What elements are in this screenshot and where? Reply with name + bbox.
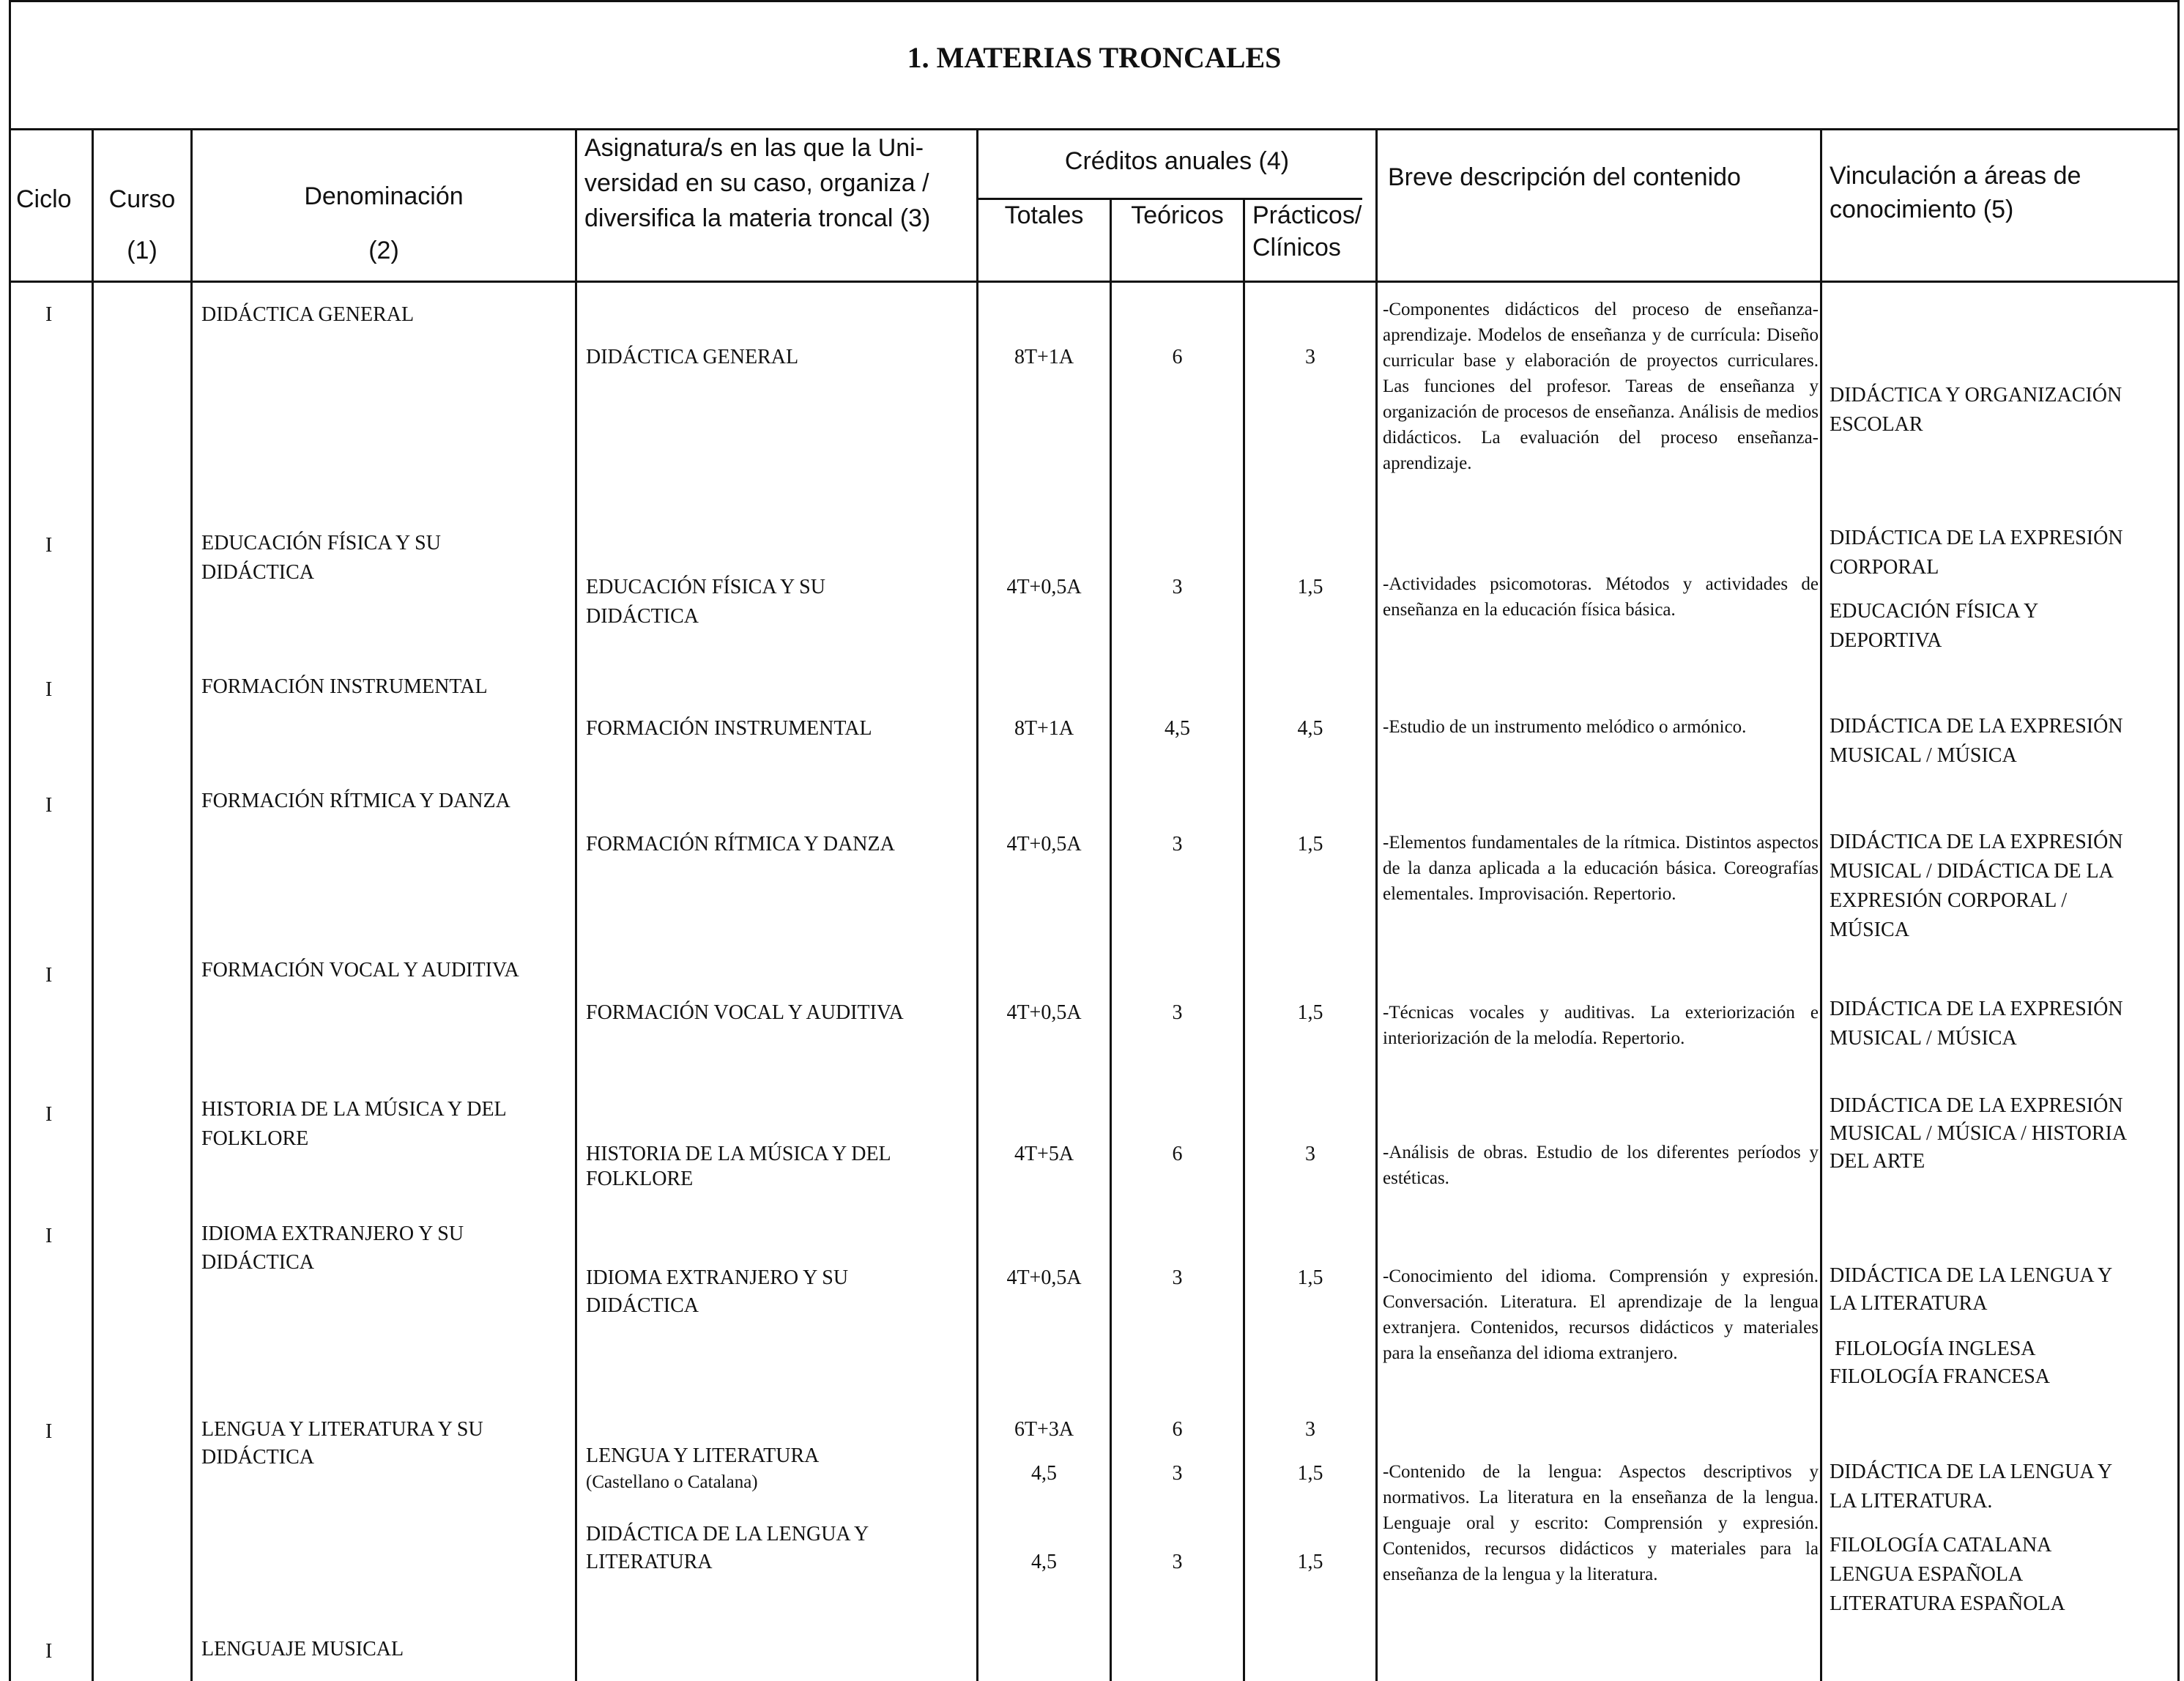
ciclo-cell: I	[45, 534, 53, 557]
asignatura-cell: FORMACIÓN VOCAL Y AUDITIVA	[586, 1001, 904, 1024]
denominacion-cell: DIDÁCTICA	[201, 561, 314, 584]
denominacion-cell: LENGUA Y LITERATURA Y SU	[201, 1418, 483, 1441]
vinculacion-line: DIDÁCTICA DE LA EXPRESIÓN	[1830, 998, 2123, 1020]
header-asignatura-line2: versidad en su caso, organiza /	[584, 169, 929, 197]
vinculacion-line: MUSICAL / DIDÁCTICA DE LA	[1830, 860, 2114, 883]
teoricos-cell: 3	[1172, 576, 1183, 598]
vinculacion-line: MUSICAL / MÚSICA	[1830, 744, 2017, 767]
practicos-cell: 1,5	[1297, 1462, 1323, 1485]
practicos-cell: 1,5	[1297, 833, 1323, 856]
asignatura-cell: DIDÁCTICA	[586, 1294, 699, 1317]
denominacion-cell: FOLKLORE	[201, 1127, 309, 1150]
vinculacion-line: FILOLOGÍA INGLESA	[1835, 1337, 2036, 1360]
vinculacion-line: MUSICAL / MÚSICA	[1830, 1027, 2017, 1050]
asignatura-cell: LENGUA Y LITERATURA	[586, 1444, 820, 1467]
header-creditos: Créditos anuales (4)	[1064, 147, 1290, 175]
vinculacion-line: DEL ARTE	[1830, 1150, 1925, 1173]
header-curso-num: (1)	[127, 237, 157, 264]
vinculacion-line: CORPORAL	[1830, 556, 1939, 579]
descripcion-cell: -Estudio de un instrumento melódico o armónico.	[1383, 717, 1747, 737]
header-vinculacion-line1: Vinculación a áreas de	[1830, 162, 2081, 190]
teoricos-cell: 3	[1172, 833, 1183, 856]
denominacion-cell: EDUCACIÓN FÍSICA Y SU	[201, 532, 441, 554]
totales-cell: 4T+0,5A	[1006, 1266, 1082, 1289]
header-curso: Curso	[108, 185, 176, 213]
teoricos-cell: 6	[1172, 346, 1183, 368]
vinculacion-line: LITERATURA ESPAÑOLA	[1830, 1592, 2065, 1615]
col-divider-practicos	[1375, 128, 1378, 1681]
denominacion-cell: FORMACIÓN RÍTMICA Y DANZA	[201, 790, 510, 812]
teoricos-cell: 6	[1172, 1143, 1183, 1165]
practicos-cell: 1,5	[1297, 1551, 1323, 1573]
asignatura-cell: EDUCACIÓN FÍSICA Y SU	[586, 576, 825, 598]
header-asignatura-line1: Asignatura/s en las que la Uni-	[584, 134, 924, 162]
asignatura-cell: FOLKLORE	[586, 1168, 694, 1190]
totales-cell: 6T+3A	[1014, 1418, 1074, 1441]
header-divider	[9, 281, 2180, 283]
header-practicos-line1: Prácticos/	[1252, 201, 1362, 229]
page-title: 1. MATERIAS TRONCALES	[907, 41, 1282, 74]
practicos-cell: 1,5	[1297, 576, 1323, 598]
header-totales: Totales	[1004, 201, 1084, 229]
denominacion-cell: LENGUAJE MUSICAL	[201, 1638, 404, 1660]
col-divider-descripcion	[1820, 128, 1822, 1681]
header-practicos-line2: Clínicos	[1252, 234, 1341, 261]
denominacion-cell: FORMACIÓN INSTRUMENTAL	[201, 675, 488, 698]
teoricos-cell: 3	[1172, 1551, 1183, 1573]
descripcion-cell: -Elementos fundamentales de la rítmica. Distintos aspectos de la danza aplicada a la educación básica. Coreografías elementales. Improvisación. Repertorio.	[1383, 833, 1819, 904]
title-divider	[9, 128, 2180, 130]
vinculacion-line: DIDÁCTICA DE LA EXPRESIÓN	[1830, 527, 2123, 549]
practicos-cell: 3	[1305, 346, 1315, 368]
ciclo-cell: I	[45, 678, 53, 701]
teoricos-cell: 3	[1172, 1266, 1183, 1289]
practicos-cell: 3	[1305, 1143, 1315, 1165]
col-divider-ciclo	[92, 128, 94, 1681]
denominacion-cell: DIDÁCTICA	[201, 1251, 314, 1274]
ciclo-cell: I	[45, 794, 53, 817]
denominacion-cell: DIDÁCTICA GENERAL	[201, 303, 415, 326]
descripcion-cell: -Análisis de obras. Estudio de los diferentes períodos y estéticas.	[1383, 1143, 1819, 1188]
vinculacion-line: DIDÁCTICA DE LA LENGUA Y	[1830, 1461, 2113, 1483]
practicos-cell: 1,5	[1297, 1001, 1323, 1024]
denominacion-cell: FORMACIÓN VOCAL Y AUDITIVA	[201, 959, 519, 981]
practicos-cell: 4,5	[1297, 717, 1323, 740]
vinculacion-line: EXPRESIÓN CORPORAL /	[1830, 889, 2068, 912]
vinculacion-line: FILOLOGÍA CATALANA	[1830, 1534, 2052, 1556]
header-denominacion: Denominación	[304, 182, 464, 210]
descripcion-cell: -Conocimiento del idioma. Comprensión y expresión. Conversación. Literatura. El aprendizaje de la lengua extranjera. Contenidos, recursos didácticos y materiales para la enseñanza del idioma extranjero.	[1383, 1266, 1819, 1363]
descripcion-cell: -Actividades psicomotoras. Métodos y actividades de enseñanza en la educación física básica.	[1383, 574, 1819, 620]
ciclo-cell: I	[45, 303, 53, 326]
asignatura-cell: FORMACIÓN INSTRUMENTAL	[586, 717, 872, 740]
vinculacion-line: DIDÁCTICA Y ORGANIZACIÓN	[1830, 384, 2122, 407]
ciclo-cell: I	[45, 1103, 53, 1126]
vinculacion-line: DIDÁCTICA DE LA LENGUA Y	[1830, 1264, 2113, 1287]
asignatura-cell: LITERATURA	[586, 1551, 713, 1573]
asignatura-cell: HISTORIA DE LA MÚSICA Y DEL	[586, 1143, 891, 1165]
denominacion-cell: HISTORIA DE LA MÚSICA Y DEL	[201, 1098, 507, 1121]
practicos-cell: 3	[1305, 1418, 1315, 1441]
vinculacion-line: DIDÁCTICA DE LA EXPRESIÓN	[1830, 831, 2123, 853]
header-vinculacion-line2: conocimiento (5)	[1830, 196, 2014, 223]
totales-cell: 4,5	[1031, 1462, 1057, 1485]
vinculacion-line: LENGUA ESPAÑOLA	[1830, 1563, 2024, 1586]
totales-cell: 8T+1A	[1014, 346, 1074, 368]
vinculacion-line: MUSICAL / MÚSICA / HISTORIA	[1830, 1122, 2128, 1145]
asignatura-cell: IDIOMA EXTRANJERO Y SU	[586, 1266, 849, 1289]
header-descripcion: Breve descripción del contenido	[1388, 163, 1741, 191]
header-ciclo: Ciclo	[16, 185, 72, 213]
vinculacion-line: DIDÁCTICA DE LA EXPRESIÓN	[1830, 715, 2123, 738]
vinculacion-line: EDUCACIÓN FÍSICA Y	[1830, 600, 2039, 623]
teoricos-cell: 6	[1172, 1418, 1183, 1441]
vinculacion-line: ESCOLAR	[1830, 413, 1923, 436]
vinculacion-line: MÚSICA	[1830, 919, 1909, 941]
descripcion-cell: -Componentes didácticos del proceso de enseñanza-aprendizaje. Modelos de enseñanza y de currícula: Diseño curricular base y elaboración de proyectos curriculares. Las funciones del profesor. Tareas de enseñanza y organización de procesos de enseñanza. Análisis de medios didácticos. La evaluación del proceso enseñanza-aprendizaje.	[1383, 300, 1819, 473]
teoricos-cell: 3	[1172, 1001, 1183, 1024]
header-teoricos: Teóricos	[1131, 201, 1224, 229]
totales-cell: 4,5	[1031, 1551, 1057, 1573]
vinculacion-line: LA LITERATURA	[1830, 1292, 1988, 1315]
vinculacion-line: DIDÁCTICA DE LA EXPRESIÓN	[1830, 1094, 2123, 1117]
ciclo-cell: I	[45, 1225, 53, 1247]
denominacion-cell: DIDÁCTICA	[201, 1446, 314, 1469]
vinculacion-line: DEPORTIVA	[1830, 629, 1942, 652]
vinculacion-line: LA LITERATURA.	[1830, 1490, 1993, 1513]
descripcion-cell: -Contenido de la lengua: Aspectos descriptivos y normativos. La literatura en la enseñanza de la lengua. Lenguaje oral y escrito: Comprensión y expresión. Contenidos, recursos didácticos y materiales para la enseñanza de la lengua y la literatura.	[1383, 1462, 1819, 1584]
totales-cell: 4T+0,5A	[1006, 833, 1082, 856]
totales-cell: 4T+5A	[1014, 1143, 1074, 1165]
practicos-cell: 1,5	[1297, 1266, 1323, 1289]
vinculacion-line: FILOLOGÍA FRANCESA	[1830, 1365, 2051, 1388]
asignatura-cell: FORMACIÓN RÍTMICA Y DANZA	[586, 833, 895, 856]
descripcion-cell: -Técnicas vocales y auditivas. La exteriorización e interiorización de la melodía. Repertorio.	[1383, 1003, 1819, 1048]
teoricos-cell: 4,5	[1165, 717, 1190, 740]
asignatura-cell: DIDÁCTICA	[586, 605, 699, 628]
totales-cell: 4T+0,5A	[1006, 1001, 1082, 1024]
teoricos-cell: 3	[1172, 1462, 1183, 1485]
header-asignatura-line3: diversifica la materia troncal (3)	[584, 204, 931, 232]
col-divider-denominacion	[575, 128, 577, 1681]
col-divider-curso	[190, 128, 193, 1681]
totales-cell: 8T+1A	[1014, 717, 1074, 740]
ciclo-cell: I	[45, 1640, 53, 1663]
asignatura-note: (Castellano o Catalana)	[586, 1472, 758, 1492]
denominacion-cell: IDIOMA EXTRANJERO Y SU	[201, 1222, 464, 1245]
asignatura-cell: DIDÁCTICA DE LA LENGUA Y	[586, 1523, 869, 1545]
ciclo-cell: I	[45, 964, 53, 987]
header-denominacion-num: (2)	[368, 237, 399, 264]
asignatura-cell: DIDÁCTICA GENERAL	[586, 346, 799, 368]
ciclo-cell: I	[45, 1420, 53, 1443]
totales-cell: 4T+0,5A	[1006, 576, 1082, 598]
